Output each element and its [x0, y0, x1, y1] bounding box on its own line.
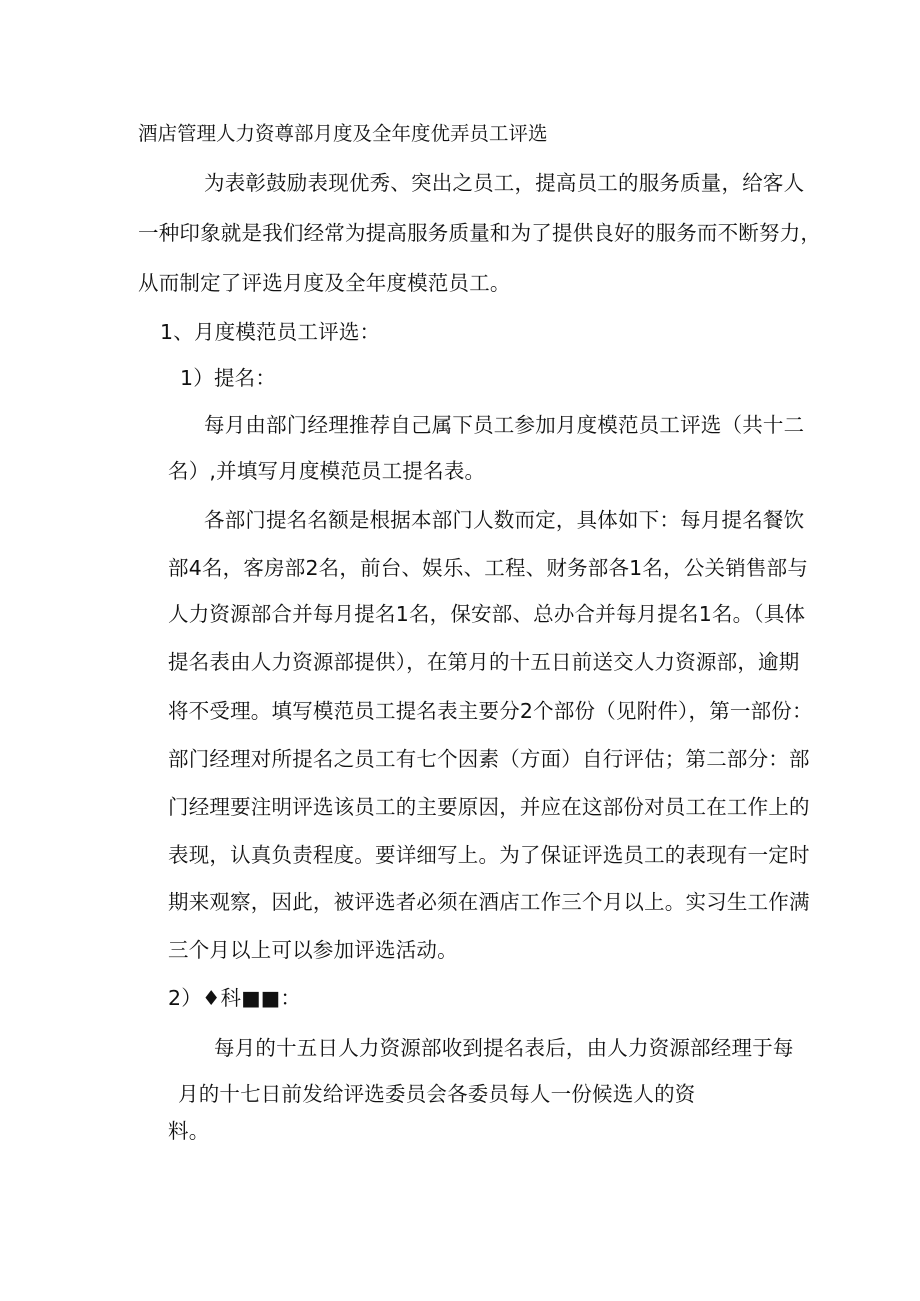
sub1-para2-line-2: 部4名，客房部2名，前台、娱乐、工程、财务部各1名，公关销售部与: [168, 556, 809, 580]
intro-line-2: 一种印象就是我们经常为提高服务质量和为了提供良好的服务而不断努力，: [138, 221, 822, 245]
sub1-para1-line-2: 名）,并填写月度模范员工提名表。: [168, 459, 486, 483]
sub1-para2-line-3: 人力资源部合并每月提名1名，保安部、总办合并每月提名1名。（具体: [168, 602, 806, 626]
sub1-para2-line-7: 门经理要注明评选该员工的主要原因，并应在这部份对员工在工作上的: [168, 795, 810, 819]
intro-line-3: 从而制定了评选月度及全年度模范员工。: [138, 271, 511, 295]
section1-heading: 1、月度模范员工评选：: [160, 320, 381, 344]
sub2-heading: 2）♦科■■：: [168, 986, 302, 1010]
sub1-para2-line-10: 三个月以上可以参加评选活动。: [168, 938, 458, 962]
sub1-para2-line-8: 表现，认真负责程度。要详细写上。为了保证评选员工的表现有一定时: [168, 843, 810, 867]
sub2-para-line-2: 月的十七日前发给评选委员会各委员每人一份候选人的资: [178, 1082, 696, 1106]
sub1-para2-line-9: 期来观察，因此，被评选者必须在酒店工作三个月以上。实习生工作满: [168, 890, 810, 914]
sub1-para1-line-1: 每月由部门经理推荐自己属下员工参加月度模范员工评选（共十二: [204, 413, 805, 437]
sub1-para2-line-5: 将不受理。填写模范员工提名表主要分2个部份（见附件），第一部份：: [168, 699, 813, 723]
sub1-para2-line-1: 各部门提名名额是根据本部门人数而定，具体如下：每月提名餐饮: [204, 508, 805, 532]
document-title: 酒店管理人力资尊部月度及全年度优弄员工评选: [138, 122, 548, 145]
sub2-para-line-3: 料。: [168, 1119, 210, 1143]
sub1-para2-line-6: 部门经理对所提名之员工有七个因素（方面）自行评估；第二部分：部: [168, 747, 810, 771]
sub2-para-line-1: 每月的十五日人力资源部收到提名表后，由人力资源部经理于每: [214, 1036, 794, 1060]
sub1-para2-line-4: 提名表由人力资源部提供），在第月的十五日前送交人力资源部，逾期: [168, 650, 800, 674]
sub1-heading: 1）提名：: [180, 366, 277, 390]
intro-line-1: 为表彰鼓励表现优秀、突出之员工，提高员工的服务质量，给客人: [204, 171, 805, 195]
